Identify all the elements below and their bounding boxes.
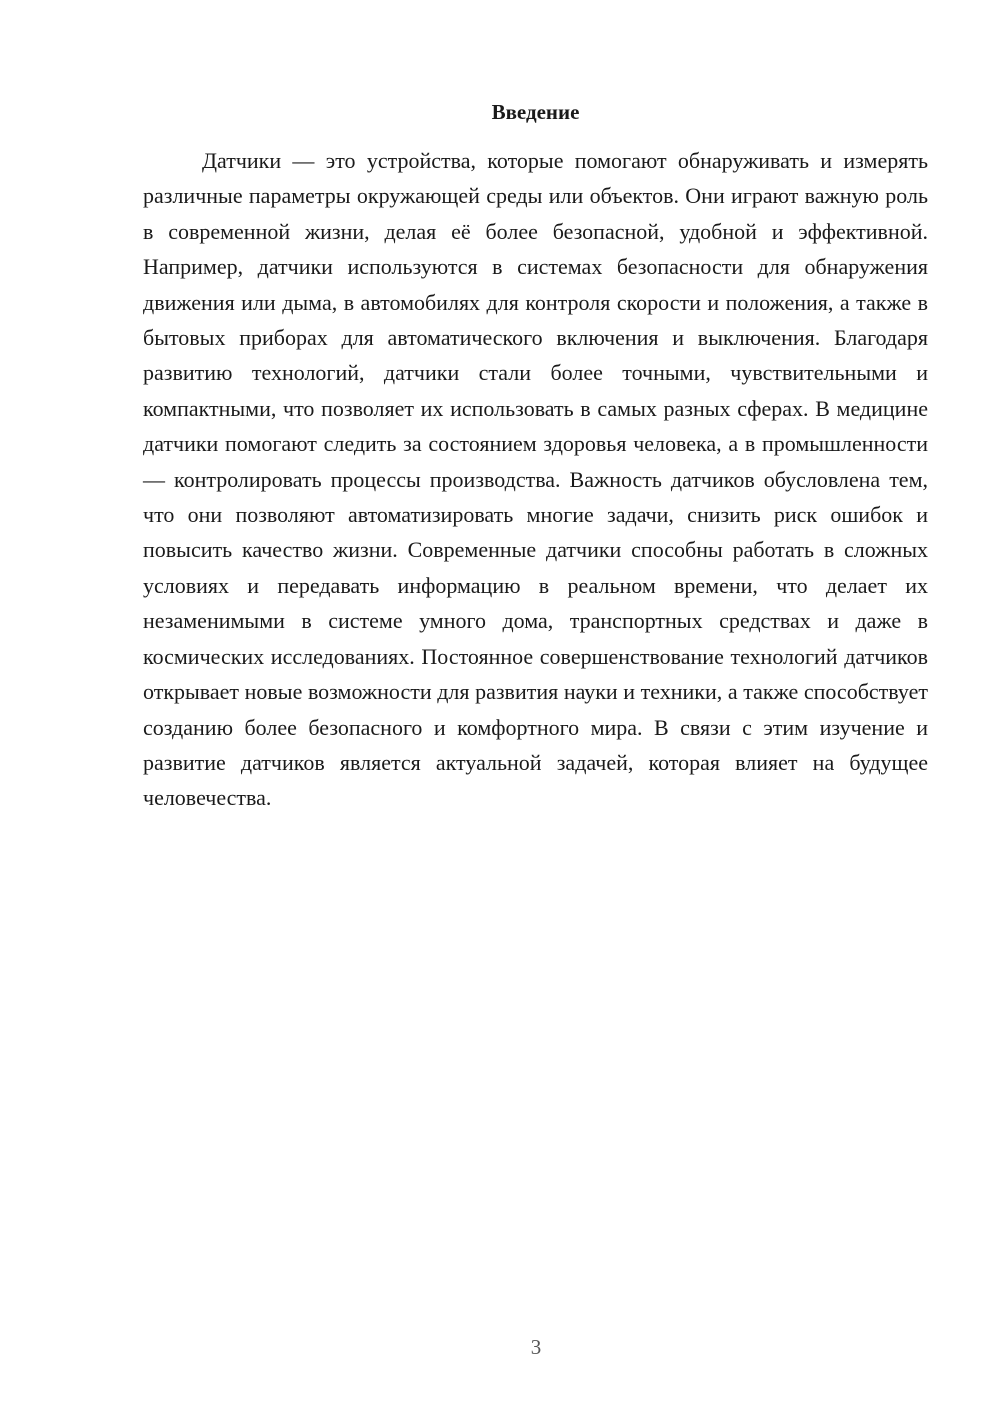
section-title: Введение	[491, 100, 580, 124]
body-paragraph: Датчики — это устройства, которые помогают обнаруживать и измерять различные параметры окружающей среды или объектов. Они играют важную роль в современной жизни, делая её более безопасной, удобной и эффективной. Например, датчики используются в системах безопасности для обнаружения движения или дыма, в автомобилях для контроля скорости и положения, а также в бытовых приборах для автоматического включения и выключения. Благодаря развитию технологий, датчики стали более точными, чувствительными и компактными, что позволяет их использовать в самых разных сферах. В медицине датчики помогают следить за состоянием здоровья человека, а в промышленности — контролировать процессы производства. Важность датчиков обусловлена тем, что они позволяют автоматизировать многие задачи, снизить риск ошибок и повысить качество жизни. Современные датчики способны работать в сложных условиях и передавать информацию в реальном времени, что делает их незаменимыми в системе умного дома, транспортных средствах и даже в космических исследованиях. Постоянное совершенствование технологий датчиков открывает новые возможности для развития науки и техники, а также способствует созданию более безопасного и комфортного мира. В связи с этим изучение и развитие датчиков является актуальной задачей, которая влияет на будущее человечества.	[143, 148, 928, 811]
page-number: 3	[530, 1335, 542, 1359]
